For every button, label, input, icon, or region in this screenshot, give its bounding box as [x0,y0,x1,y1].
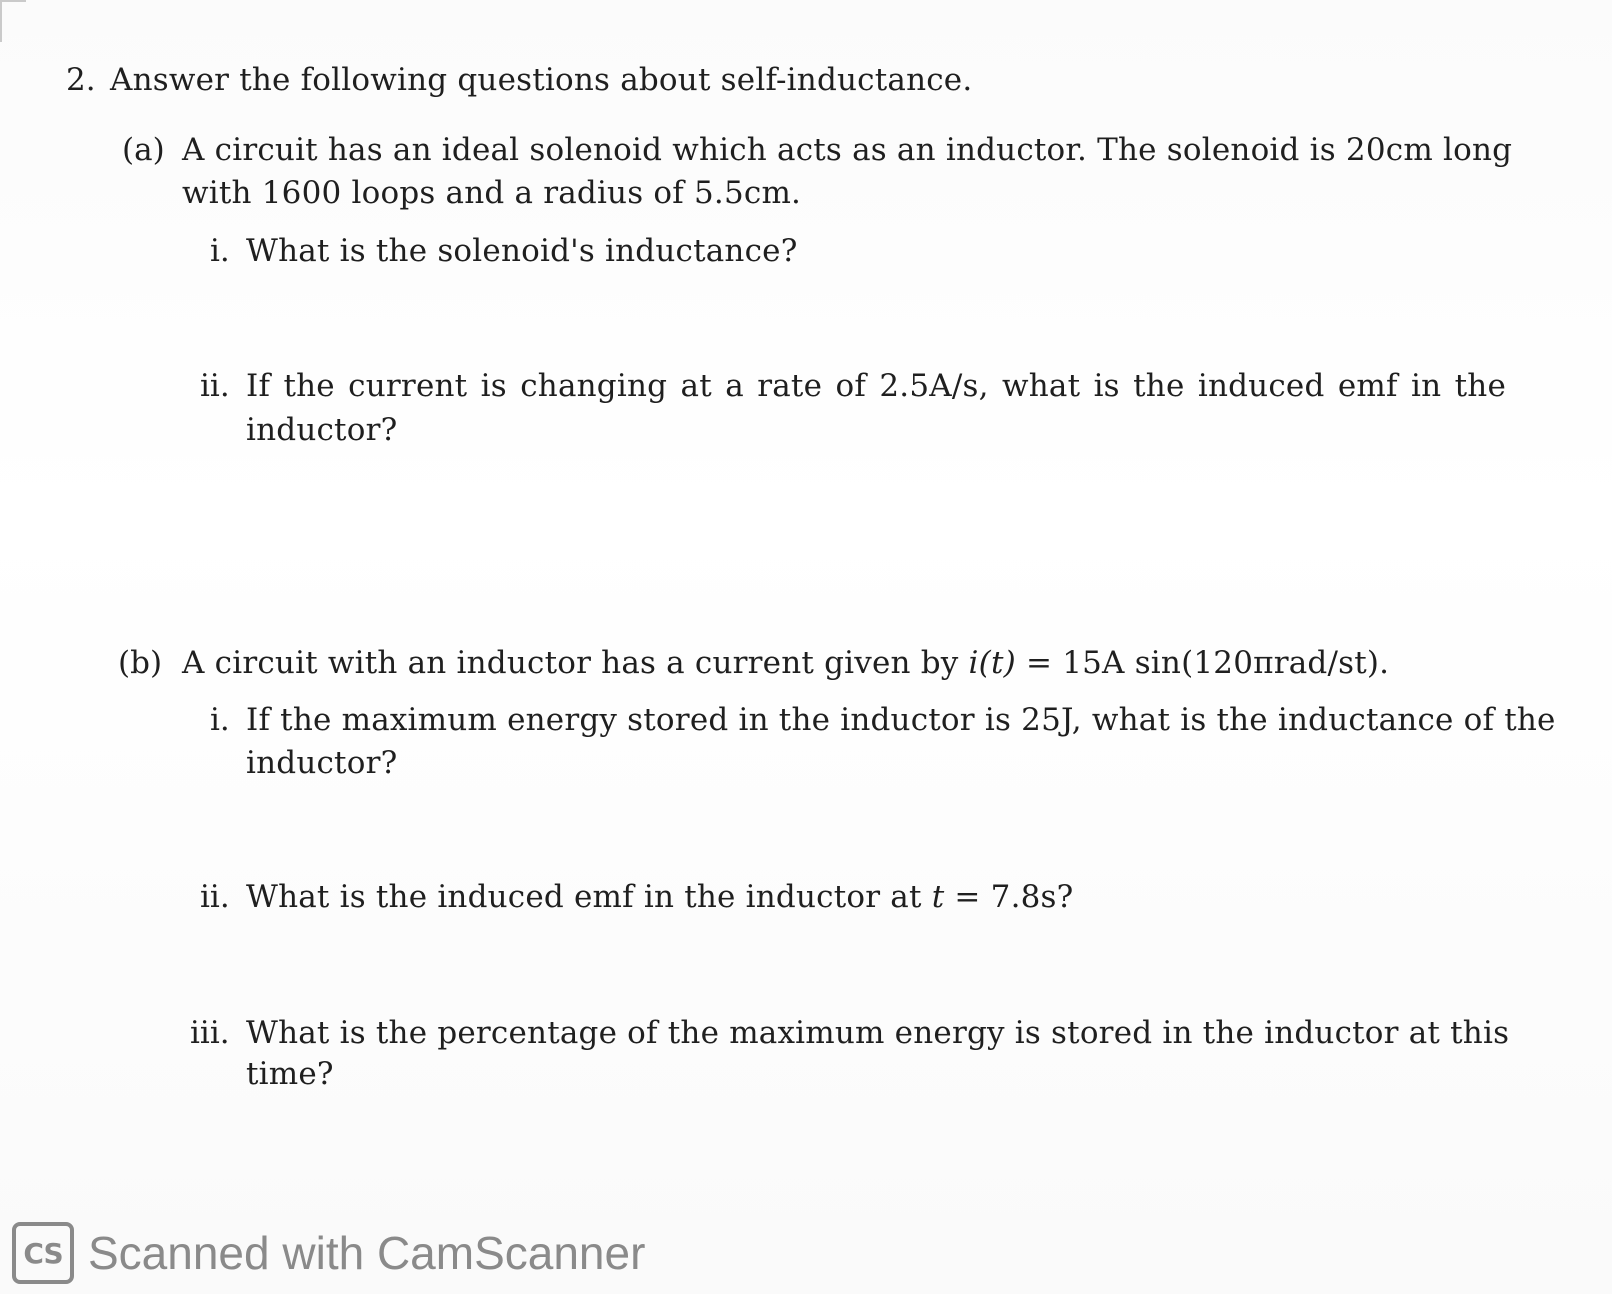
part-a-q2-label: ii. [200,368,230,404]
part-b-q1-line2: inductor? [246,745,398,781]
part-a-text-line1: A circuit has an ideal solenoid which acts as an inductor. The solenoid is 20cm long [182,132,1513,168]
part-a-q1-label: i. [210,233,230,269]
part-b-q1-label: i. [210,702,230,738]
part-b-q3-label: iii. [190,1015,230,1051]
part-b-q1-line1: If the maximum energy stored in the inductor is 25J, what is the inductance of the [246,702,1556,738]
current-function: i(t) [968,645,1016,681]
time-variable: t [931,879,945,915]
part-b-q3-line2: time? [246,1056,334,1092]
part-b-text-suffix: = 15A sin(120πrad/st). [1015,645,1390,681]
page-corner-mark [0,0,26,42]
part-b-q2-label: ii. [200,879,230,915]
camscanner-watermark [12,1218,645,1288]
part-a-q2-line1: If the current is changing at a rate of 2.5A/s, what is the induced emf in the [246,368,1506,404]
part-a-label: (a) [122,132,165,168]
part-b-q2-prefix: What is the induced emf in the inductor at [246,879,932,915]
problem-number: 2. [66,62,96,98]
part-b-q2-suffix: = 7.8s? [944,879,1074,915]
part-b-q3-line1: What is the percentage of the maximum energy is stored in the inductor at this [246,1015,1510,1051]
part-a-text-line2: with 1600 loops and a radius of 5.5cm. [182,175,802,211]
part-a-q2-line2: inductor? [246,412,398,448]
part-b-label: (b) [118,645,163,681]
part-b-text-prefix: A circuit with an inductor has a current given by [182,645,969,681]
part-b-text-line1 [182,643,1389,683]
part-a-q1-text: What is the solenoid's inductance? [246,233,798,269]
camscanner-text: Scanned with CamScanner [88,1227,646,1279]
part-b-q2-text [246,877,1073,917]
camscanner-logo-icon: CS [12,1222,74,1284]
problem-title: Answer the following questions about self-inductance. [110,62,973,98]
